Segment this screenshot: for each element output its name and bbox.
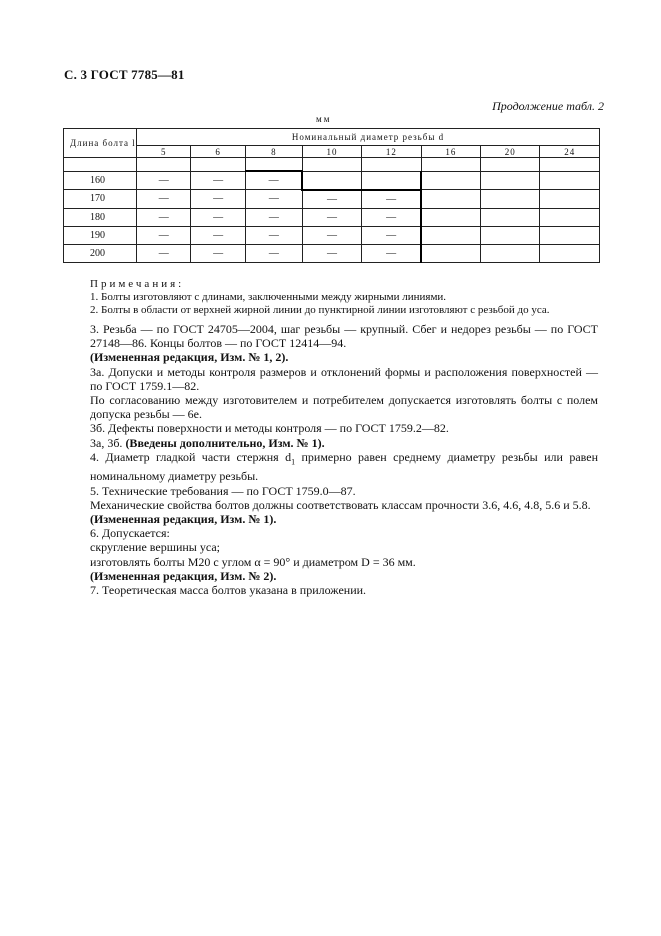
table-row	[64, 171, 600, 190]
diameter-col: 16	[421, 146, 480, 158]
document-body	[90, 322, 598, 597]
paragraph-5-2: Механические свойства болтов должны соответствовать классам прочности 3.6, 4.6, 4.8, 5.6 и 5.8.	[90, 497, 591, 512]
paragraph-6: 6. Допускается:	[90, 526, 170, 541]
length-cell: 200	[64, 244, 137, 262]
table-cell: —	[245, 190, 302, 209]
diameter-col: 20	[481, 146, 540, 158]
notes-title: Примечания:	[90, 278, 185, 290]
length-header: Длина болта l	[64, 129, 137, 158]
length-cell: 160	[64, 171, 137, 190]
table-cell	[481, 171, 540, 190]
table-cell: —	[302, 208, 361, 226]
table-row	[64, 244, 600, 262]
note-item: 1. Болты изготовляют с длинами, заключенными между жирными линиями.	[90, 291, 447, 303]
table-cell	[540, 190, 600, 209]
diameter-col: 24	[540, 146, 600, 158]
table-cell: —	[191, 171, 245, 190]
table-cell	[481, 226, 540, 244]
table-cell	[481, 190, 540, 209]
table-cell	[481, 244, 540, 262]
paragraph-7: 7. Теоретическая масса болтов указана в приложении.	[90, 583, 367, 598]
table-cell: —	[191, 190, 245, 209]
table-cell: —	[245, 208, 302, 226]
table-cell: —	[302, 190, 361, 209]
table-cell: —	[302, 226, 361, 244]
table-cell: —	[245, 244, 302, 262]
paragraph-4-start: 4. Диаметр гладкой части стержня d	[90, 449, 292, 464]
table-cell	[540, 244, 600, 262]
diameter-col: 6	[191, 146, 245, 158]
paragraph-3ab	[90, 436, 598, 450]
table-cell: —	[191, 208, 245, 226]
paragraph-3ab-prefix: 3а, 3б.	[90, 435, 123, 450]
table-cell	[421, 190, 480, 209]
bolt-length-table	[63, 128, 600, 263]
amendment-note: (Измененная редакция, Изм. № 1, 2).	[90, 350, 289, 365]
table-cell: —	[362, 244, 421, 262]
paragraph-3a-2: По согласованию между изготовителем и потребителем допускается изготовлять болты с полем допуска резьбы — 6е.	[90, 393, 598, 422]
table-notes	[90, 278, 610, 317]
table-cell: —	[302, 244, 361, 262]
table-cell: —	[137, 190, 191, 209]
diameter-header: Номинальный диаметр резьбы d	[137, 129, 600, 146]
table-cell: —	[245, 171, 302, 190]
table-cell: —	[191, 244, 245, 262]
table-cell	[421, 226, 480, 244]
table-cell: —	[191, 226, 245, 244]
amendment-note: (Измененная редакция, Изм. № 2).	[90, 568, 277, 583]
table-cell: —	[362, 208, 421, 226]
length-cell: 170	[64, 190, 137, 209]
table-cell	[421, 171, 480, 190]
length-cell: 190	[64, 226, 137, 244]
diameter-col: 12	[362, 146, 421, 158]
table-cell	[421, 208, 480, 226]
paragraph-4	[90, 450, 598, 484]
table-cell: —	[137, 226, 191, 244]
table-cell	[362, 171, 421, 190]
paragraph-4-end: примерно равен среднему диаметру резьбы или равен номинальному диаметру резьбы.	[90, 449, 598, 484]
amendment-note: (Введены дополнительно, Изм. № 1).	[125, 435, 325, 450]
table-cell: —	[362, 190, 421, 209]
table-cell	[540, 171, 600, 190]
subscript: 1	[291, 457, 296, 467]
paragraph-3: 3. Резьба — по ГОСТ 24705—2004, шаг резьбы — крупный. Сбег и недорез резьбы — по ГОСТ 27148—86. Концы болтов — по ГОСТ 12414—94.	[90, 322, 598, 351]
table-row	[64, 190, 600, 209]
diameter-col: 5	[137, 146, 191, 158]
unit-label: мм	[316, 114, 332, 124]
length-cell: 180	[64, 208, 137, 226]
table-cell: —	[137, 208, 191, 226]
paragraph-3b: 3б. Дефекты поверхности и методы контроля — по ГОСТ 1759.2—82.	[90, 421, 449, 436]
amendment-note: (Измененная редакция, Изм. № 1).	[90, 512, 277, 527]
diameter-col: 8	[245, 146, 302, 158]
paragraph-6-2: изготовлять болты М20 с углом α = 90° и диаметром D = 36 мм.	[90, 554, 416, 569]
paragraph-3a: 3а. Допуски и методы контроля размеров и отклонений формы и расположения поверхностей — по ГОСТ 1759.1—82.	[90, 364, 598, 393]
table-cell	[421, 244, 480, 262]
table-continuation-label: Продолжение табл. 2	[492, 99, 604, 113]
table-cell	[540, 226, 600, 244]
paragraph-5: 5. Технические требования — по ГОСТ 1759.0—87.	[90, 483, 356, 498]
table-row	[64, 208, 600, 226]
table-cell	[302, 171, 361, 190]
table-cell: —	[245, 226, 302, 244]
table-cell	[481, 208, 540, 226]
table-cell: —	[137, 171, 191, 190]
page-title: С. 3 ГОСТ 7785—81	[64, 67, 185, 82]
note-item: 2. Болты в области от верхней жирной линии до пунктирной линии изготовляют с резьбой до уса.	[90, 304, 550, 316]
table-spacer-row	[64, 158, 600, 172]
table-cell: —	[137, 244, 191, 262]
paragraph-6-1: скругление вершины уса;	[90, 540, 220, 555]
diameter-col: 10	[302, 146, 361, 158]
table-cell: —	[362, 226, 421, 244]
table-cell	[540, 208, 600, 226]
table-row	[64, 226, 600, 244]
